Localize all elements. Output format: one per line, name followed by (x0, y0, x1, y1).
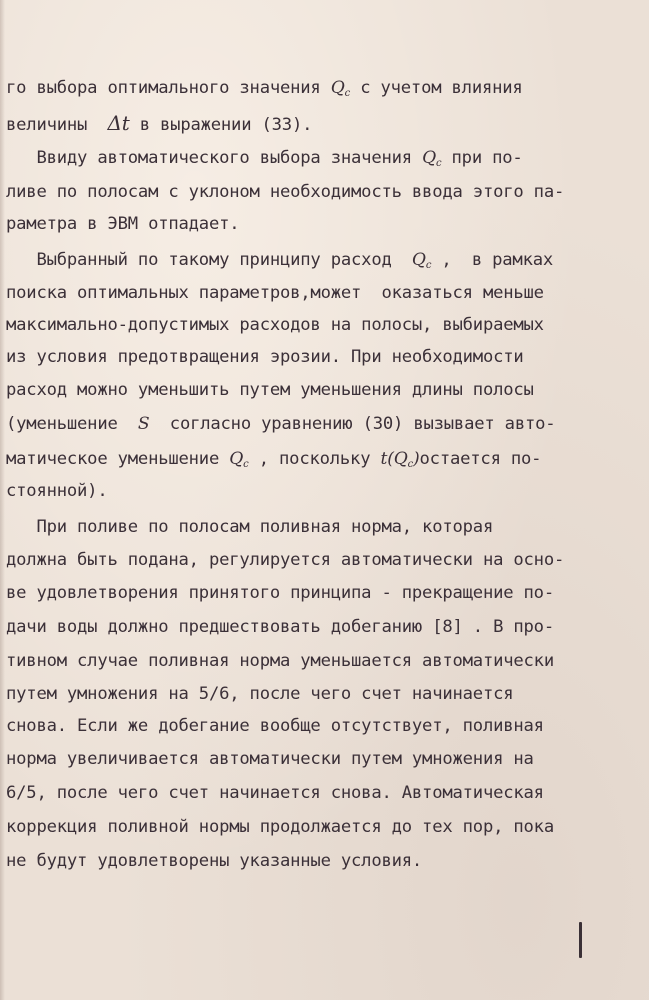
text-line-24: не будут удовлетворены указанные условия. (6, 851, 423, 871)
text-line-6: Выбранный по такому принципу расход $Q_c$ , в рамках (6, 250, 554, 271)
page-edge-shadow (0, 0, 5, 1000)
text-line-9: из условия предотвращения эрозии. При необходимости (6, 347, 524, 367)
text-line-11: (уменьшение S согласно уравнению (30) вызывает авто- (6, 414, 556, 434)
text-line-10: расход можно уменьшить путем уменьшения длины полосы (6, 380, 534, 400)
text-line-17: дачи воды должно предшествовать добеганию [8] . В про- (6, 617, 554, 637)
text-line-2: величины Δt в выражении (33). (6, 111, 313, 135)
text-line-8: максимально-допустимых расходов на полосы, выбираемых (6, 315, 544, 335)
margin-mark (579, 922, 582, 958)
text-line-14: При поливе по полосам поливная норма, которая (6, 517, 494, 537)
text-line-16: ве удовлетворения принятого принципа - прекращение по- (6, 583, 554, 603)
text-line-22: 6/5, после чего счет начинается снова. Автоматическая (6, 783, 544, 803)
text-line-19: путем умножения на 5/6, после чего счет начинается (6, 684, 514, 704)
text-line-23: коррекция поливной нормы продолжается до тех пор, пока (6, 817, 554, 837)
text-line-21: норма увеличивается автоматически путем умножения на (6, 749, 534, 769)
text-line-18: тивном случае поливная норма уменьшается автоматически (6, 651, 554, 671)
text-line-12: матическое уменьшение $Q_c$ , поскольку $t(Q_c)остается$ по- (6, 449, 542, 470)
text-line-20: снова. Если же добегание вообще отсутствует, поливная (6, 716, 544, 736)
text-line-7: поиска оптимальных параметров,может оказаться меньше (6, 283, 544, 303)
text-line-4: ливе по полосам с уклоном необходимость ввода этого па- (6, 182, 565, 202)
text-line-13: стоянной). (6, 481, 108, 501)
text-line-15: должна быть подана, регулируется автоматически на осно- (6, 550, 565, 570)
text-line-3: Ввиду автоматического выбора значения $Q_c$ при по- (6, 148, 523, 169)
text-line-1: го выбора оптимального значения $Q_c$ с учетом влияния (6, 78, 523, 99)
text-line-5: раметра в ЭВМ отпадает. (6, 214, 240, 234)
